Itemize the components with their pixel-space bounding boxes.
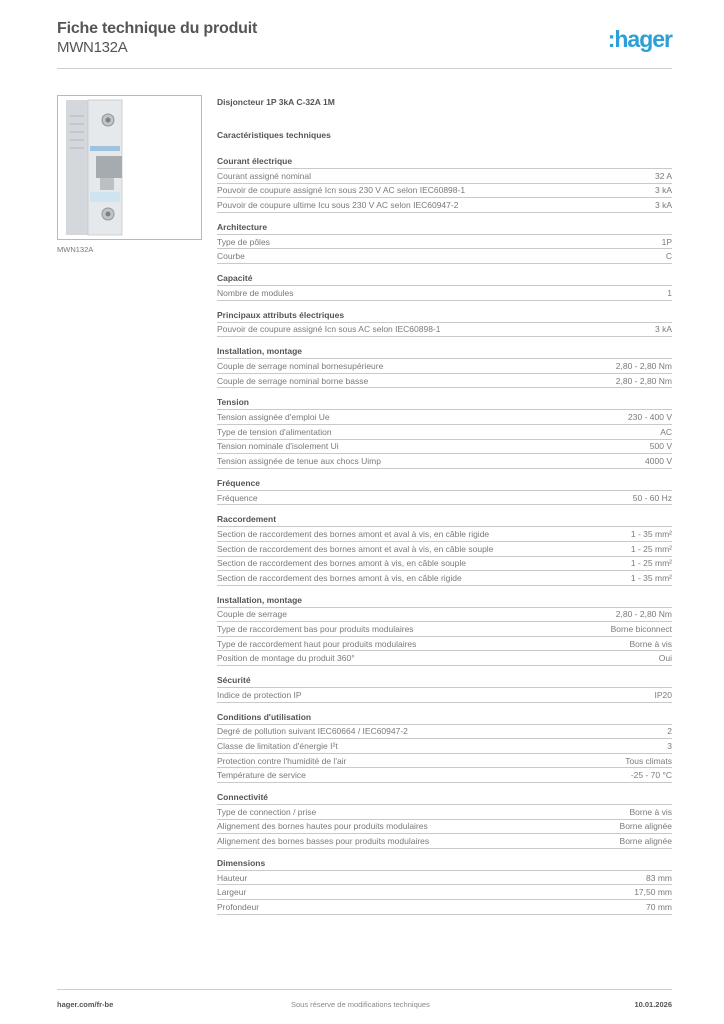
section-title: Dimensions	[217, 858, 672, 871]
spec-section	[217, 675, 672, 703]
spec-row	[217, 688, 672, 703]
spec-value: 1P	[661, 236, 672, 247]
page-title: Fiche technique du produit	[57, 20, 258, 37]
spec-label: Fréquence	[217, 492, 258, 503]
spec-row	[217, 425, 672, 440]
spec-value: 17,50 mm	[634, 887, 672, 898]
spec-section	[217, 156, 672, 213]
section-title: Sécurité	[217, 675, 672, 688]
spec-label: Type de raccordement haut pour produits modulaires	[217, 638, 417, 649]
spec-value: C	[665, 251, 672, 262]
page-header	[57, 20, 672, 70]
section-title: Courant électrique	[217, 156, 672, 169]
section-title: Tension	[217, 397, 672, 410]
spec-row	[217, 622, 672, 637]
spec-row	[217, 235, 672, 250]
spec-value: 32 A	[654, 170, 672, 181]
spec-row	[217, 491, 672, 506]
spec-label: Nombre de modules	[217, 287, 294, 298]
spec-value: Borne alignée	[619, 821, 672, 832]
spec-row	[217, 169, 672, 184]
spec-row	[217, 374, 672, 389]
spec-value: Borne biconnect	[610, 624, 672, 635]
spec-section	[217, 792, 672, 849]
spec-label: Indice de protection IP	[217, 689, 302, 700]
spec-label: Largeur	[217, 887, 247, 898]
spec-row	[217, 871, 672, 886]
spec-value: 70 mm	[646, 901, 672, 912]
spec-label: Classe de limitation d'énergie I²t	[217, 741, 338, 752]
section-title: Capacité	[217, 273, 672, 286]
section-title: Fréquence	[217, 478, 672, 491]
spec-value: 83 mm	[646, 872, 672, 883]
section-title: Installation, montage	[217, 595, 672, 608]
spec-row	[217, 410, 672, 425]
spec-row	[217, 184, 672, 199]
spec-label: Couple de serrage nominal bornesupérieure	[217, 360, 384, 371]
spec-label: Température de service	[217, 770, 306, 781]
spec-row	[217, 768, 672, 783]
spec-row	[217, 820, 672, 835]
spec-value: Oui	[658, 653, 672, 664]
spec-row	[217, 286, 672, 301]
spec-value: AC	[660, 426, 672, 437]
spec-row	[217, 198, 672, 213]
spec-row	[217, 725, 672, 740]
spec-label: Pouvoir de coupure assigné Icn sous 230 V AC selon IEC60898-1	[217, 185, 466, 196]
section-title: Connectivité	[217, 792, 672, 805]
product-name: Disjoncteur 1P 3kA C-32A 1M	[217, 97, 335, 107]
spec-label: Courant assigné nominal	[217, 170, 312, 181]
spec-sections	[217, 156, 672, 915]
spec-label: Protection contre l'humidité de l'air	[217, 755, 347, 766]
spec-label: Alignement des bornes basses pour produits modulaires	[217, 836, 430, 847]
section-title: Raccordement	[217, 514, 672, 527]
spec-value: Borne à vis	[629, 806, 672, 817]
spec-row	[217, 440, 672, 455]
spec-section	[217, 858, 672, 915]
footer-website: hager.com/fr-be	[57, 1000, 114, 1009]
spec-row	[217, 885, 672, 900]
spec-value: 2,80 - 2,80 Nm	[615, 375, 672, 386]
spec-row	[217, 754, 672, 769]
spec-value: 500 V	[649, 441, 672, 452]
product-image	[57, 95, 202, 240]
spec-row	[217, 651, 672, 666]
spec-row	[217, 900, 672, 915]
spec-label: Degré de pollution suivant IEC60664 / IEC60947-2	[217, 726, 408, 737]
spec-row	[217, 323, 672, 338]
spec-label: Tension assignée de tenue aux chocs Uimp	[217, 455, 381, 466]
spec-section	[217, 273, 672, 301]
spec-value: 230 - 400 V	[628, 412, 672, 423]
spec-label: Pouvoir de coupure assigné Icn sous AC selon IEC60898-1	[217, 324, 441, 335]
spec-label: Section de raccordement des bornes amont et aval à vis, en câble souple	[217, 543, 494, 554]
spec-value: 4000 V	[645, 455, 672, 466]
circuit-breaker-icon	[58, 96, 201, 239]
spec-label: Hauteur	[217, 872, 248, 883]
spec-value: 1 - 25 mm²	[630, 543, 672, 554]
characteristics-title: Caractéristiques techniques	[217, 130, 331, 140]
spec-label: Section de raccordement des bornes amont à vis, en câble souple	[217, 558, 467, 569]
spec-label: Alignement des bornes hautes pour produits modulaires	[217, 821, 428, 832]
spec-label: Tension assignée d'emploi Ue	[217, 412, 330, 423]
spec-row	[217, 834, 672, 849]
spec-label: Couple de serrage	[217, 609, 287, 620]
spec-value: 1 - 35 mm²	[630, 572, 672, 583]
spec-value: Borne alignée	[619, 836, 672, 847]
spec-section	[217, 310, 672, 338]
spec-row	[217, 637, 672, 652]
product-code: MWN132A	[57, 39, 128, 56]
spec-label: Tension nominale d'isolement Ui	[217, 441, 339, 452]
spec-label: Pouvoir de coupure ultime Icu sous 230 V AC selon IEC60947-2	[217, 199, 459, 210]
footer-divider	[57, 989, 672, 990]
spec-label: Section de raccordement des bornes amont à vis, en câble rigide	[217, 572, 462, 583]
product-image-caption: MWN132A	[57, 245, 94, 254]
spec-value: 3 kA	[654, 199, 672, 210]
spec-value: Borne à vis	[629, 638, 672, 649]
spec-row	[217, 571, 672, 586]
spec-value: 1 - 35 mm²	[630, 529, 672, 540]
spec-value: 3 kA	[654, 185, 672, 196]
spec-section	[217, 514, 672, 585]
spec-value: IP20	[654, 689, 672, 700]
spec-section	[217, 595, 672, 666]
spec-label: Courbe	[217, 251, 245, 262]
spec-label: Type de connection / prise	[217, 806, 317, 817]
spec-row	[217, 542, 672, 557]
spec-section	[217, 346, 672, 388]
spec-row	[217, 527, 672, 542]
spec-row	[217, 359, 672, 374]
spec-label: Type de pôles	[217, 236, 270, 247]
spec-row	[217, 608, 672, 623]
spec-row	[217, 557, 672, 572]
spec-label: Position de montage du produit 360°	[217, 653, 355, 664]
spec-section	[217, 712, 672, 783]
spec-value: 1 - 25 mm²	[630, 558, 672, 569]
spec-label: Type de raccordement bas pour produits modulaires	[217, 624, 414, 635]
header-divider	[57, 68, 672, 69]
hager-logo: :hager	[607, 26, 672, 52]
spec-value: Tous climats	[625, 755, 672, 766]
spec-label: Section de raccordement des bornes amont et aval à vis, en câble rigide	[217, 529, 490, 540]
spec-label: Profondeur	[217, 901, 260, 912]
section-title: Architecture	[217, 222, 672, 235]
spec-value: 2,80 - 2,80 Nm	[615, 609, 672, 620]
spec-value: 50 - 60 Hz	[632, 492, 672, 503]
spec-label: Type de tension d'alimentation	[217, 426, 332, 437]
spec-value: -25 - 70 °C	[630, 770, 672, 781]
spec-label: Couple de serrage nominal borne basse	[217, 375, 369, 386]
spec-row	[217, 739, 672, 754]
spec-value: 2	[667, 726, 672, 737]
spec-value: 1	[667, 287, 672, 298]
spec-section	[217, 397, 672, 468]
spec-section	[217, 222, 672, 264]
section-title: Principaux attributs électriques	[217, 310, 672, 323]
footer-disclaimer: Sous réserve de modifications techniques	[291, 1000, 430, 1009]
spec-value: 3 kA	[654, 324, 672, 335]
spec-row	[217, 454, 672, 469]
section-title: Conditions d'utilisation	[217, 712, 672, 725]
spec-value: 3	[667, 741, 672, 752]
spec-row	[217, 249, 672, 264]
footer-date: 10.01.2026	[634, 1000, 672, 1009]
spec-section	[217, 478, 672, 506]
spec-content	[217, 97, 672, 924]
section-title: Installation, montage	[217, 346, 672, 359]
spec-row	[217, 805, 672, 820]
spec-value: 2,80 - 2,80 Nm	[615, 360, 672, 371]
